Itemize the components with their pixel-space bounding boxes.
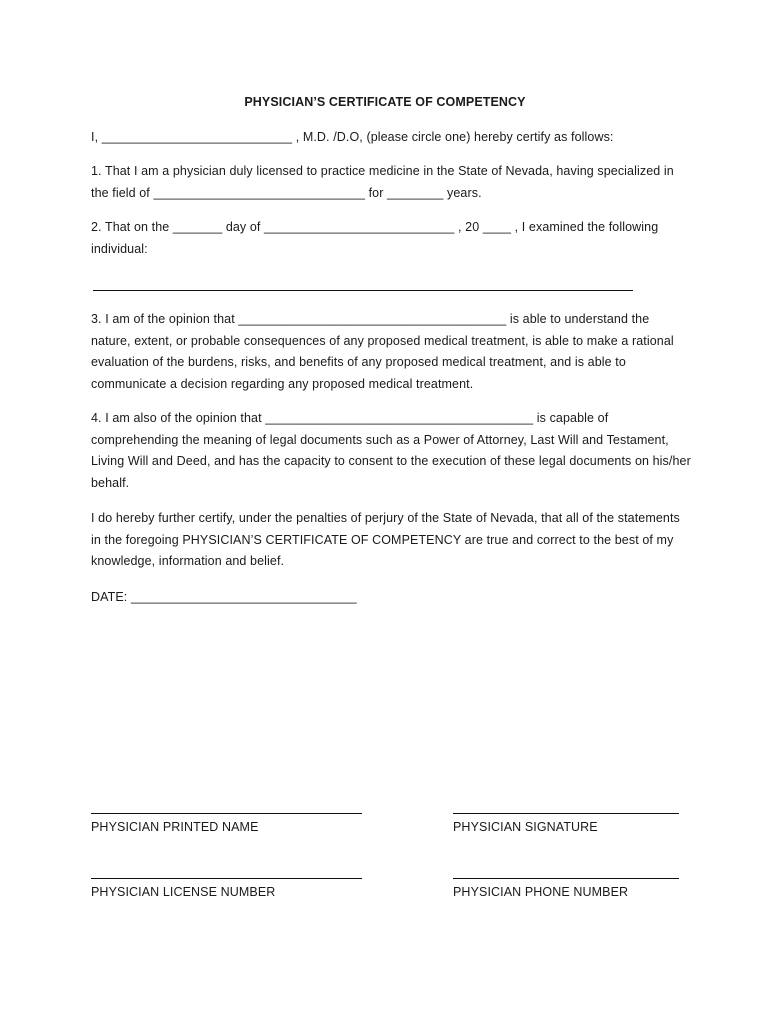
phone-number-line (453, 878, 679, 879)
paragraph-license: 1. That I am a physician duly licensed to practice medicine in the State of Nevada, having specialized in the field of ______________________________ for ________ years. (91, 164, 674, 200)
intro-line: I, ___________________________ , M.D. /D.O, (please circle one) hereby certify as follows: (91, 130, 614, 144)
printed-name-label: PHYSICIAN PRINTED NAME (91, 820, 259, 834)
signature-line (453, 813, 679, 814)
paragraph-medical-opinion: 3. I am of the opinion that ______________________________________ is able to understand the nature, extent, or probable consequences of any proposed medical treatment, is able to make a rational evaluation of the burdens, risks, and benefits of any proposed medical treatment, and is able to communicate a decision regarding any proposed medical treatment. (91, 312, 674, 391)
paragraph-legal-opinion: 4. I am also of the opinion that ______________________________________ is capable of comprehending the meaning of legal documents such as a Power of Attorney, Last Will and Testament, Living Will and Deed, and has the capacity to consent to the execution of these legal documents on his/her behalf. (91, 411, 691, 490)
license-number-label: PHYSICIAN LICENSE NUMBER (91, 885, 276, 899)
paragraph-examination: 2. That on the _______ day of ___________________________ , 20 ____ , I examined the following individual: (91, 220, 659, 256)
document-title: PHYSICIAN’S CERTIFICATE OF COMPETENCY (244, 95, 526, 109)
paragraph-certification: I do hereby further certify, under the penalties of perjury of the State of Nevada, that all of the statements in the foregoing PHYSICIAN’S CERTIFICATE OF COMPETENCY are true and correct to the best of my knowledge, information and belief. (91, 511, 680, 568)
license-number-line (91, 878, 362, 879)
printed-name-line (91, 813, 362, 814)
individual-name-line (93, 290, 633, 291)
signature-label: PHYSICIAN SIGNATURE (453, 820, 598, 834)
date-line: DATE: ________________________________ (91, 590, 357, 604)
phone-number-label: PHYSICIAN PHONE NUMBER (453, 885, 629, 899)
